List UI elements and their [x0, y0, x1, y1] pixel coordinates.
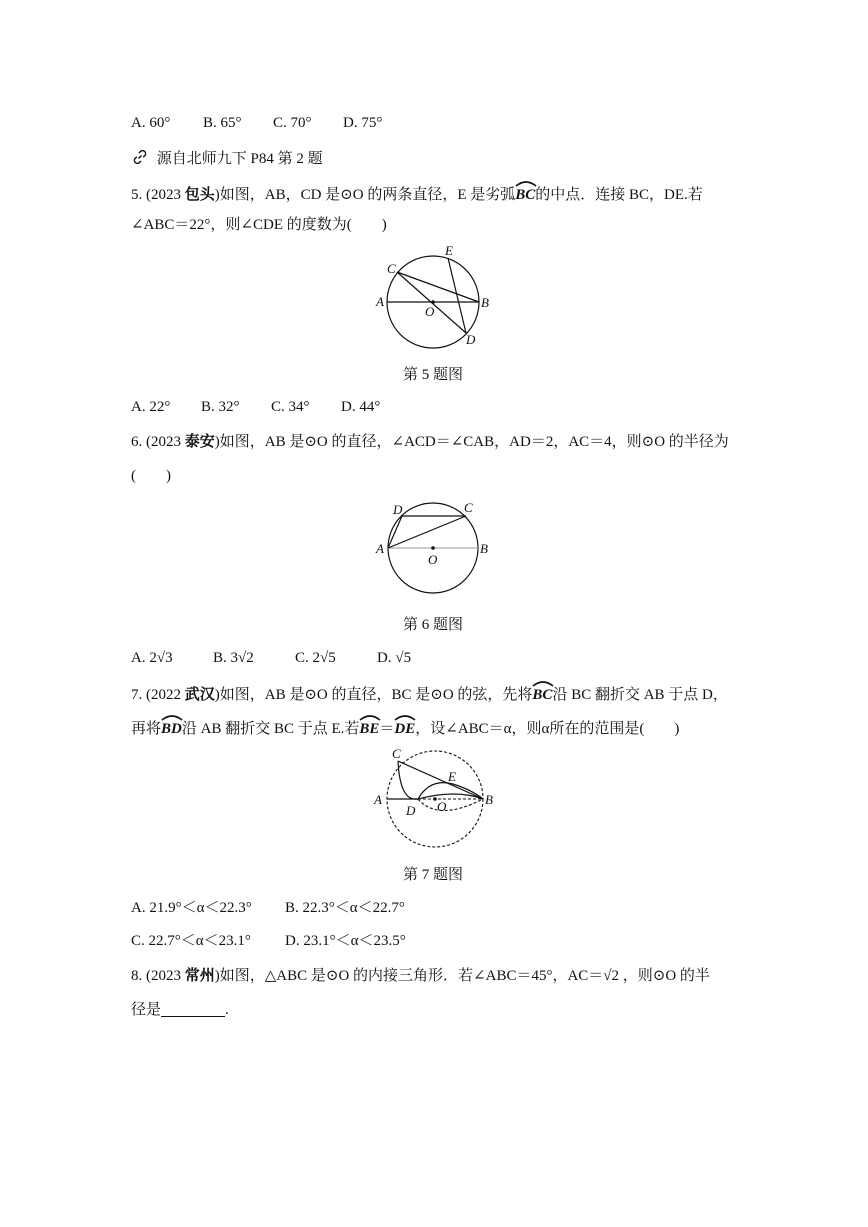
- q7-stem-c: 再将: [131, 721, 162, 737]
- q7-options-row2: [131, 931, 406, 951]
- q7-stem-b: 沿 BC 翻折交 AB 于点 D，: [552, 687, 728, 703]
- q7-arc-bc: BC: [532, 683, 552, 705]
- q8-stem-c: .: [225, 1002, 229, 1018]
- link-icon: [131, 148, 149, 166]
- q5-option-b: B. 32°: [201, 399, 240, 415]
- q5-stem-c: ∠ABC＝22°，则∠CDE 的度数为( ): [131, 217, 387, 233]
- q6-label-a: A: [376, 541, 384, 556]
- q7-option-b: B. 22.3°＜α＜22.7°: [285, 900, 405, 916]
- q5-source-tag: 包头: [184, 187, 215, 203]
- q7-caption: 第 7 题图: [403, 867, 464, 883]
- q5-option-a: A. 22°: [131, 399, 171, 415]
- q5-option-d: D. 44°: [341, 399, 381, 415]
- q4-option-c: C. 70°: [273, 115, 312, 131]
- q6-center-dot: [431, 546, 435, 550]
- q7-label-e: E: [448, 769, 456, 784]
- q5-segment-de: [448, 258, 466, 333]
- q5-segment-bc: [397, 272, 479, 302]
- q5-stem-line1: [131, 183, 703, 205]
- q5-label-c: C: [387, 261, 396, 276]
- q5-label-e: E: [445, 243, 453, 258]
- q7-arc-de: DE: [394, 717, 415, 739]
- q7-label-o: O: [437, 799, 447, 814]
- q6-label-o: O: [428, 552, 438, 567]
- q7-label-c: C: [392, 746, 401, 761]
- q7-stem-e: ，设∠ABC＝α，则α所在的范围是( ): [415, 721, 680, 737]
- q8-stem-b: 径是: [131, 1002, 162, 1018]
- q6-stem-line2: [131, 466, 171, 486]
- q6-stem-a: )如图，AB 是⊙O 的直径，∠ACD＝∠CAB，AD＝2，AC＝4，则⊙O 的半径为: [214, 434, 729, 450]
- q7-label-d: D: [406, 803, 416, 818]
- q7-original-arc-bd: [418, 799, 483, 811]
- q5-figure: [370, 240, 500, 350]
- q7-stem-line2: [131, 717, 679, 739]
- q6-number: 6. (2023: [131, 434, 185, 450]
- q8-stem-line2: [131, 1000, 229, 1020]
- q7-label-a: A: [374, 792, 382, 807]
- q7-figure: [368, 744, 502, 854]
- q5-number: 5. (2023: [131, 187, 185, 203]
- q5-stem-a: )如图，AB，CD 是⊙O 的两条直径，E 是劣弧: [214, 187, 516, 203]
- q5-stem-line2: [131, 215, 387, 235]
- q7-number: 7. (2022: [131, 687, 185, 703]
- q7-option-c: C. 22.7°＜α＜23.1°: [131, 933, 251, 949]
- q6-stem-b: ( ): [131, 468, 171, 484]
- q7-label-b: B: [485, 792, 493, 807]
- q5-arc-bc: BC: [515, 183, 535, 205]
- q7-arc-bd: BD: [161, 717, 182, 739]
- q6-source-tag: 泰安: [184, 434, 215, 450]
- q8-stem-a: )如图，△ABC 是⊙O 的内接三角形．若∠ABC＝45°，AC＝√2 ，则⊙O 的半: [214, 968, 710, 984]
- q5-caption: 第 5 题图: [403, 367, 464, 383]
- q6-option-b: B. 3√2: [213, 650, 254, 666]
- q5-label-o: O: [425, 304, 435, 319]
- q7-source-tag: 武汉: [184, 687, 215, 703]
- q4-option-a: A. 60°: [131, 115, 171, 131]
- q5-label-b: B: [481, 295, 489, 310]
- q7-stem-d: 沿 AB 翻折交 BC 于点 E.若: [181, 721, 360, 737]
- q6-option-c: C. 2√5: [295, 650, 336, 666]
- q6-figure: [370, 496, 500, 602]
- q7-option-d: D. 23.1°＜α＜23.5°: [285, 933, 406, 949]
- source-note-text: 源自北师九下 P84 第 2 题: [156, 151, 323, 167]
- q6-options: [131, 648, 411, 668]
- q4-options: [131, 113, 382, 133]
- q4-option-d: D. 75°: [343, 115, 383, 131]
- q7-equal-sign: ＝: [379, 721, 395, 737]
- q4-option-b: B. 65°: [203, 115, 242, 131]
- q7-stem-line1: [131, 683, 728, 705]
- q7-options-row1: [131, 898, 405, 918]
- q6-label-c: C: [464, 500, 473, 515]
- q6-label-d: D: [393, 502, 403, 517]
- q8-answer-blank[interactable]: [161, 1002, 225, 1017]
- q5-label-a: A: [376, 294, 384, 309]
- q7-option-a: A. 21.9°＜α＜22.3°: [131, 900, 252, 916]
- q6-stem-line1: [131, 432, 729, 452]
- q8-stem-line1: [131, 966, 710, 986]
- q6-label-b: B: [480, 541, 488, 556]
- q6-option-d: D. √5: [377, 650, 412, 666]
- q8-number: 8. (2023: [131, 968, 185, 984]
- q5-stem-b: 的中点．连接 BC，DE.若: [535, 187, 703, 203]
- q5-option-c: C. 34°: [271, 399, 310, 415]
- q5-label-d: D: [466, 332, 476, 347]
- source-note: [131, 148, 323, 169]
- q5-options: [131, 397, 380, 417]
- q6-caption: 第 6 题图: [403, 617, 464, 633]
- q6-option-a: A. 2√3: [131, 650, 173, 666]
- q7-arc-be: BE: [359, 717, 379, 739]
- q8-source-tag: 常州: [184, 968, 215, 984]
- q7-stem-a: )如图，AB 是⊙O 的直径，BC 是⊙O 的弦，先将: [214, 687, 533, 703]
